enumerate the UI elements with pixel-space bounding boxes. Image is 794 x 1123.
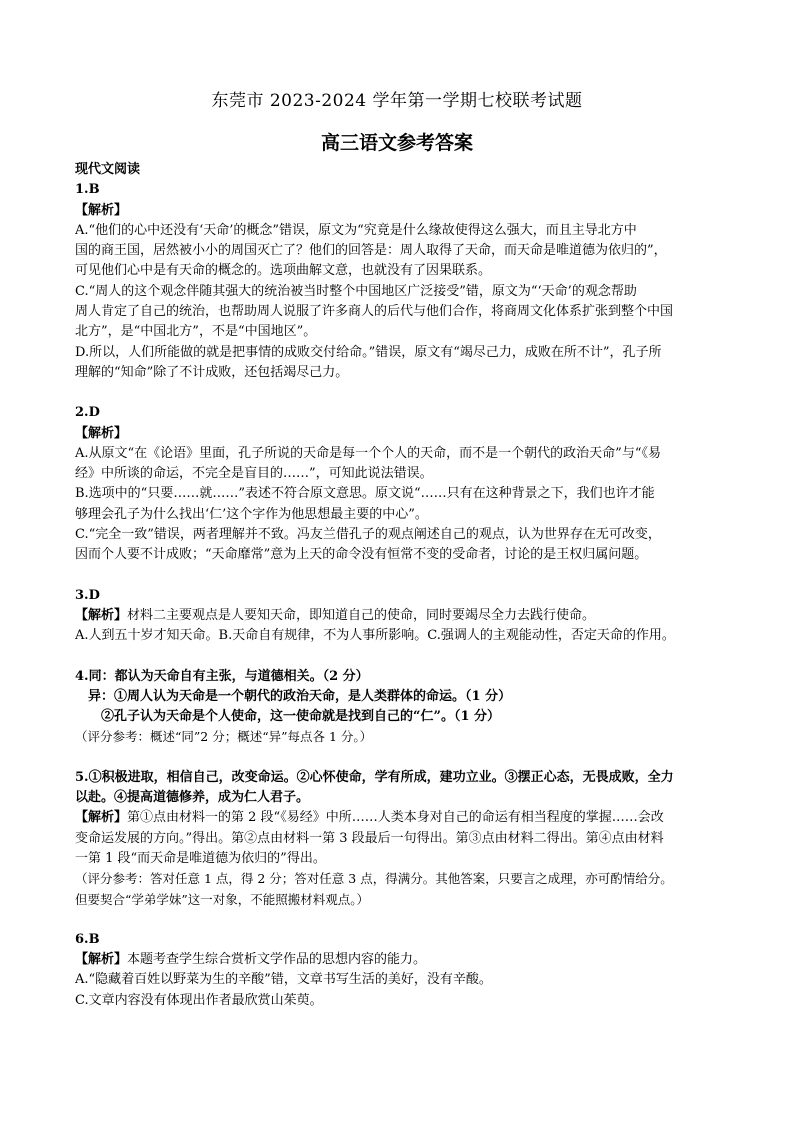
q1-line: A.“他们的心中还没有‘天命’的概念”错误，原文为“究竟是什么缘故使得这么强大，而且主导北方中 bbox=[75, 222, 637, 238]
q2-line: 经》中所谈的命运，不完全是盲目的……”，可知此说法错误。 bbox=[75, 466, 433, 482]
q1-line: 国的商王国，居然被小小的周国灭亡了？他们的回答是：周人取得了天命，而天命是唯道德为依归的”， bbox=[75, 243, 667, 259]
q5-answer: 以赴。④提高道德修养，成为仁人君子。 bbox=[75, 790, 310, 806]
q2-line: A.从原文“在《论语》里面，孔子所说的天命是每一个个人的天命，而不是一个朝代的政治天命”与“《易 bbox=[75, 445, 661, 461]
q6-line bbox=[75, 950, 725, 970]
section-heading: 现代文阅读 bbox=[75, 162, 141, 177]
q2-line: B.选项中的“只要……就……”表述不符合原文意思。原文说“……只有在这种背景之下，我们也许才能 bbox=[75, 486, 655, 502]
q1-analysis-tag: 【解析】 bbox=[75, 202, 128, 218]
q5-scoring-note: 但要契合“学弟学妹”这一对象，不能照搬材料观点。） bbox=[75, 891, 370, 907]
q6-line: A.“隐藏着百姓以野菜为生的辛酸”错，文章书写生活的美好，没有辛酸。 bbox=[75, 972, 492, 988]
q3-answer: 3.D bbox=[75, 587, 100, 603]
q1-line: 北方”，是“中国北方”，不是“中国地区”。 bbox=[75, 324, 317, 340]
q1-line: C.“周人的这个观念伴随其强大的统治被当时整个中国地区广泛接受”错，原文为“‘天命’的观念帮助 bbox=[75, 283, 637, 299]
q5-scoring-note: （评分参考：答对任意 1 点，得 2 分；答对任意 3 点，得满分。其他答案，只要言之成理，亦可酌情给分。 bbox=[75, 871, 673, 887]
q1-line: 周人肯定了自己的统治，也帮助周人说服了许多商人的后代与他们合作，将商周文化体系扩张到整个中国 bbox=[75, 304, 674, 320]
q2-line: 够理会孔子为什么找出‘仁’这个字作为他思想最主要的中心”。 bbox=[75, 506, 428, 522]
q2-analysis bbox=[75, 444, 725, 566]
q5-line bbox=[75, 808, 725, 828]
q4-answer-diff-1: 异：①周人认为天命是一个朝代的政治天命，是人类群体的命运。（1 分） bbox=[88, 688, 512, 704]
q5-line: 一第 1 段“而天命是唯道德为依归的”得出。 bbox=[75, 850, 326, 866]
q2-answer: 2.D bbox=[75, 405, 100, 421]
q4-answer-diff-2: ②孔子认为天命是个人使命，这一使命就是找到自己的“仁”。（1 分） bbox=[101, 709, 501, 725]
q2-analysis-tag: 【解析】 bbox=[75, 425, 128, 441]
q1-line: D.所以，人们所能做的就是把事情的成败交付给命。”错误，原文有“竭尽己力，成败在所不计”，孔子所 bbox=[75, 344, 662, 360]
q2-line: C.“完全一致”错误，两者理解并不致。冯友兰借孔子的观点阐述自己的观点，认为世界存在无可改变， bbox=[75, 527, 661, 543]
q4-scoring-note: （评分参考：概述“同”2 分；概述“异”每点各 1 分。） bbox=[75, 729, 373, 745]
q1-analysis bbox=[75, 221, 725, 383]
q3-line bbox=[75, 606, 725, 626]
q4-answer-same: 4.同：都认为天命自有主张，与道德相关。（2 分） bbox=[75, 668, 369, 684]
q6-answer: 6.B bbox=[75, 931, 100, 947]
q6-line: C.文章内容没有体现出作者最欣赏山茱萸。 bbox=[75, 992, 323, 1008]
q3-analysis-tag: 【解析】 bbox=[75, 607, 128, 623]
q3-analysis-text: 材料二主要观点是人要知天命，即知道自己的使命，同时要竭尽全力去践行使命。 bbox=[127, 607, 596, 623]
q1-answer: 1.B bbox=[75, 182, 100, 198]
q6-analysis-text: 本题考查学生综合赏析文学作品的思想内容的能力。 bbox=[127, 952, 427, 968]
q3-line: A.人到五十岁才知天命。B.天命自有规律，不为人事所影响。C.强调人的主观能动性，否定天命的作用。 bbox=[75, 628, 675, 644]
answer-body bbox=[75, 160, 725, 1011]
q5-answer: 5.①积极进取，相信自己，改变命运。②心怀使命，学有所成，建功立业。③摆正心态，无畏成败，全力 bbox=[75, 769, 674, 785]
q5-analysis-tag: 【解析】 bbox=[75, 810, 128, 826]
q5-analysis-text: 第①点由材料一的第 2 段“《易经》中所……人类本身对自己的命运有相当程度的掌握……会改 bbox=[127, 810, 664, 826]
q5-line: 变命运发展的方向。”得出。第②点由材料一第 3 段最后一句得出。第③点由材料二得出。第④点由材料 bbox=[75, 830, 664, 846]
q2-line: 因而个人要不计成败；“天命靡常”意为上天的命令没有恒常不变的受命者，讨论的是王权归属问题。 bbox=[75, 547, 648, 563]
q1-line: 理解的“知命”除了不计成败，还包括竭尽己力。 bbox=[75, 364, 349, 380]
q1-line: 可见他们心中是有天命的概念的。选项曲解文意，也就没有了因果联系。 bbox=[75, 263, 492, 279]
answer-key-subtitle: 高三语文参考答案 bbox=[320, 132, 473, 154]
q6-analysis-tag: 【解析】 bbox=[75, 952, 128, 968]
exam-title: 东莞市 2023-2024 学年第一学期七校联考试题 bbox=[211, 91, 583, 111]
